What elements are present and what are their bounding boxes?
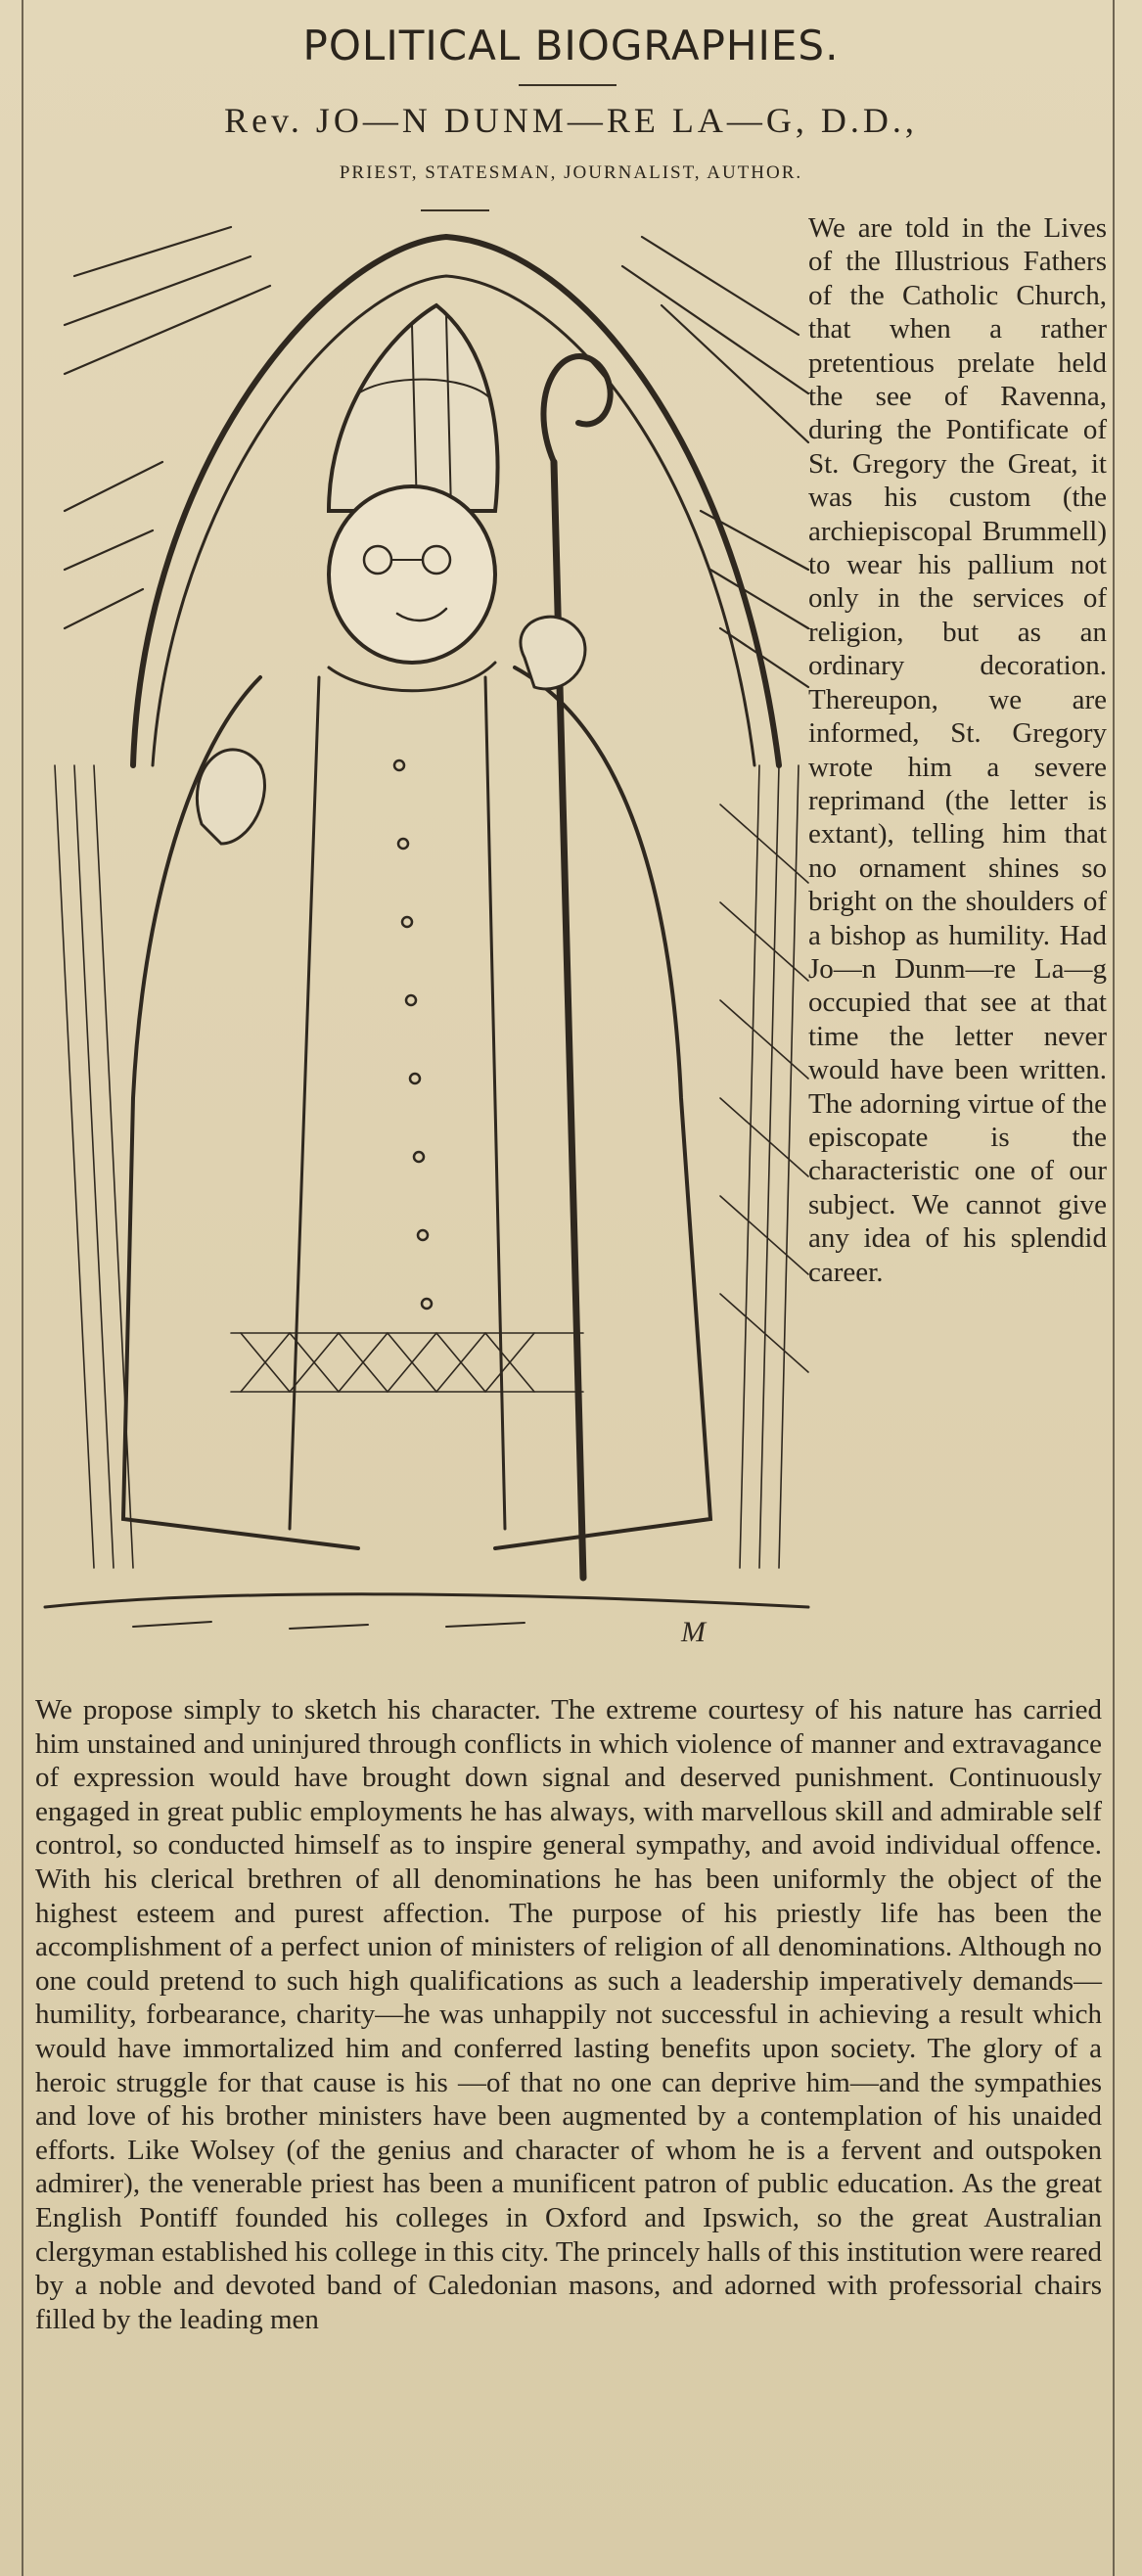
wrapped-column-text: We are told in the Lives of the Illustrious Fathers of the Catholic Church, that when a rather pretentious prelate held the see of Ravenna, during the Pontificate of St. Gregory the Great, it was his custom (the archiepiscopal Brummell) to wear his pallium not only in the services of religion, but as an ordinary decoration. Thereupon, we are informed, St. Gregory wrote him a severe reprimand (the letter is extant), telling him that no ornament shines so bright on the shoulders of a bishop as humility. Had Jo—n Dunm—re La—g occupied that see at that time the letter never would have been written. The adorning virtue of the episcopate is the characteristic one of our subject. We cannot give any idea of his splendid career. bbox=[808, 212, 1107, 1288]
article-subject: Rev. JO—N DUNM—RE LA—G, D.D., bbox=[224, 101, 918, 140]
article-body-text: We propose simply to sketch his character. The extreme courtesy of his nature has carried him unstained and uninjured through conflicts in which violence of manner and extravagance of expression would have brought down signal and deserved punishment. Continuously engaged in great public employments he has always, with marvellous skill and admirable self control, so conducted himself as to inspire general sympathy, and avoid individual offence. With his clerical brethren of all denominations he has been uniformly the object of the highest esteem and purest affection. The purpose of his priestly life has been the accomplishment of a perfect union of ministers of religion of all denominations. Although no one could pretend to such high qualifications as such a leadership imperatively demands—humility, forbearance, charity—he was unhappily not successful in achieving a result which would have immortalized him and conferred lasting benefits upon society. The glory of a heroic struggle for that cause is his —of that no one can deprive him—and the sympathies and love of his brother ministers have been augmented by a contemplation of his unaided efforts. Like Wolsey (of the genius and character of whom he is a fervent and outspoken admirer), the venerable priest has been a munificent patron of public education. As the great English Pontiff founded his colleges in Oxford and Ipswich, so the great Australian clergyman established his college in this city. The princely halls of this institution were reared by a noble and devoted band of Caledonian masons, and adorned with professorial chairs filled by the leading men bbox=[35, 1694, 1102, 2335]
subject-roles: PRIEST, STATESMAN, JOURNALIST, AUTHOR. bbox=[339, 162, 803, 183]
engraver-signature: M bbox=[681, 1616, 706, 1648]
roles-divider bbox=[421, 209, 489, 211]
bishop-engraving bbox=[35, 217, 818, 1656]
left-column-rule bbox=[22, 0, 23, 2576]
section-heading: POLITICAL BIOGRAPHIES. bbox=[302, 22, 840, 69]
right-column-rule bbox=[1113, 0, 1115, 2576]
heading-divider bbox=[519, 84, 617, 86]
